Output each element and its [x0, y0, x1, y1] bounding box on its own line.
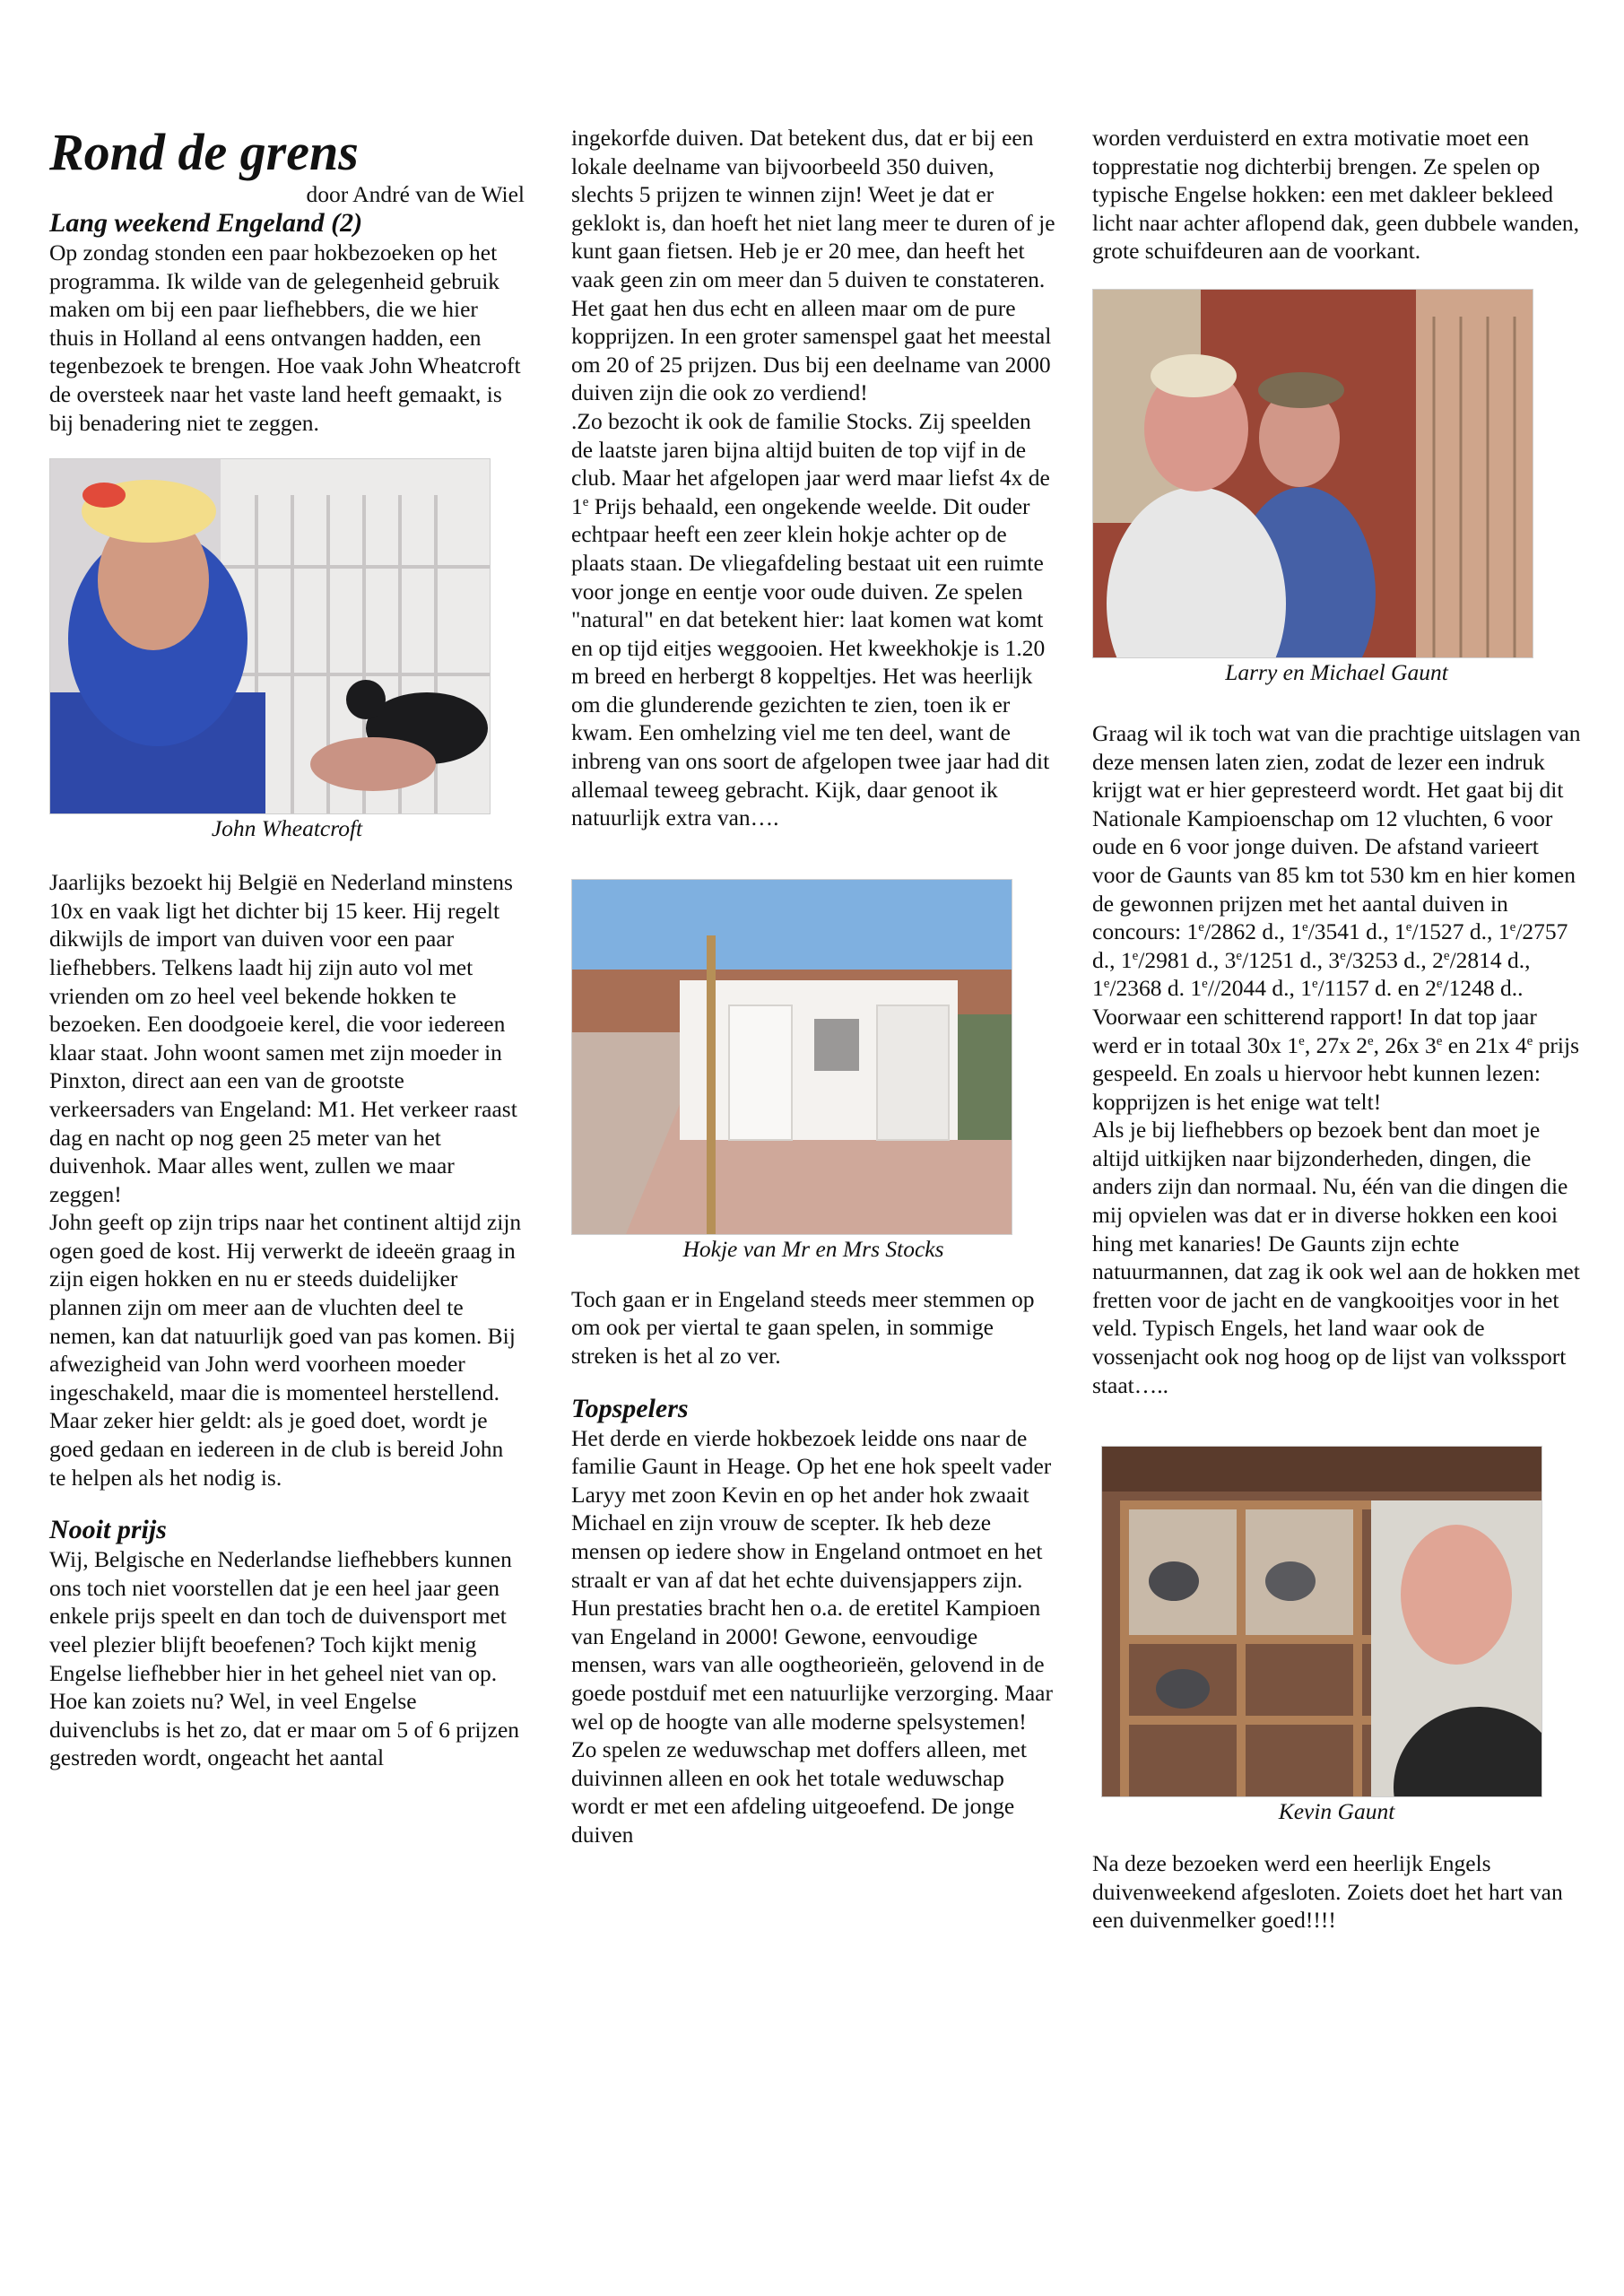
photo-john-wheatcroft — [49, 458, 491, 814]
result-10-text: //2044 d., — [1207, 975, 1301, 1002]
result-5: 1 — [1120, 946, 1133, 973]
caption-stocks-coop: Hokje van Mr en Mrs Stocks — [682, 1235, 944, 1262]
result-6-sup: e — [1236, 948, 1243, 963]
stocks-text-a: .Zo bezocht ik ook de familie Stocks. Zij speelden de laatste jaren bijna altijd buiten de top vijf in de club. Maar het afgelopen jaar werd maar liefst 4x de 1 — [571, 407, 1050, 519]
article-title: Rond de grens — [49, 123, 359, 181]
total-3-text: en 21x — [1442, 1031, 1515, 1058]
photo-stocks-coop-image — [572, 880, 1012, 1234]
result-12: 2 — [1425, 975, 1437, 1002]
result-9-text: /2368 d. — [1109, 975, 1191, 1002]
paragraph-bijzonderheden: Als je bij liefhebbers op bezoek bent dan moet je altijd uitkijken naar bijzonderheden, dingen, die anders zijn dan normaal. Nu, één van die dingen die mij opvielen was dat er in diverse hokken een kooi hing met kanaries! De Gaunts zijn echte natuurmannen, dat zag ik ook wel aan de hokken met fretten voor de jacht en de vangkooitjes voor in het veld. Typisch Engels, het land waar ook de vossenjacht ook nog hoog op de lijst van volkssport staat….. — [1092, 1117, 1580, 1398]
total-3-sup: e — [1436, 1033, 1443, 1048]
photo-larry-michael-gaunt-image — [1093, 290, 1533, 657]
result-8-text: /2814 d., — [1449, 946, 1531, 973]
result-3: 1 — [1394, 918, 1406, 945]
total-4-sup: e — [1526, 1033, 1533, 1048]
result-11: 1 — [1300, 975, 1312, 1002]
result-3-text: /1527 d., — [1411, 918, 1498, 945]
result-7: 3 — [1328, 946, 1341, 973]
result-1-sup: e — [1198, 920, 1204, 935]
result-8: 2 — [1432, 946, 1444, 973]
result-8-sup: e — [1443, 948, 1450, 963]
photo-kevin-gaunt-image — [1102, 1447, 1541, 1796]
caption-kevin-gaunt: Kevin Gaunt — [1278, 1798, 1395, 1825]
result-7-text: /3253 d., — [1345, 946, 1433, 973]
photo-kevin-gaunt — [1101, 1446, 1542, 1797]
caption-larry-michael-gaunt: Larry en Michael Gaunt — [1225, 658, 1448, 685]
result-2-sup: e — [1302, 920, 1308, 935]
photo-stocks-coop — [571, 879, 1012, 1235]
caption-john-wheatcroft: John Wheatcroft — [211, 815, 363, 842]
result-4: 1 — [1498, 918, 1510, 945]
total-3: 3 — [1424, 1031, 1437, 1058]
result-12-text: /1248 d.. Voorwaar een schitterend rapport! In dat top jaar werd er in totaal 30x — [1092, 975, 1537, 1058]
paragraph-nooit-prijs: Wij, Belgische en Nederlandse liefhebbers kunnen ons toch niet voorstellen dat je een heel jaar geen enkele prijs speelt en dan toch de duivensport met veel plezier blijft beoefenen? Toch kijkt menig Engelse liefhebber hier in het geheel niet van op. Hoe kan zoiets nu? Wel, in veel Engelse duivenclubs is het zo, dat er maar om 5 of 6 prijzen gestreden wordt, ongeacht het aantal — [49, 1546, 520, 1771]
paragraph-stocks — [571, 407, 1055, 832]
photo-john-wheatcroft-image — [50, 459, 490, 813]
paragraph-nooit-prijs-continued: ingekorfde duiven. Dat betekent dus, dat er bij een lokale deelname van bijvoorbeeld 350 duiven, slechts 5 prijzen te winnen zijn! Weet je dat er geklokt is, dan hoeft het niet lang meer te duren of je kunt gaan fietsen. Heb je er 20 mee, dan heeft het vaak geen zin om meer dan 5 duiven te constateren. Het gaat hen dus echt en alleen maar om de pure kopprijzen. In een groter samenspel gaat het meestal om 20 of 25 prijzen. Dus bij een deelname van 2000 duiven zijn die ook zo verdiend! — [571, 125, 1055, 406]
column-1 — [49, 124, 525, 1772]
paragraph-intro: Op zondag stonden een paar hokbezoeken op het programma. Ik wilde van de gelegenheid gebruik maken om bij een paar liefhebbers, die we hier thuis in Holland al eens ontvangen hadden, een tegenbezoek te brengen. Hoe vaak John Wheatcroft de oversteek naar het vaste land heeft gemaakt, is bij benadering niet te zeggen. — [49, 239, 521, 436]
result-4-text: /2757 d., — [1092, 918, 1568, 973]
result-5-sup: e — [1132, 948, 1139, 963]
total-4: 4 — [1515, 1031, 1527, 1058]
total-2-text: , 26x — [1373, 1031, 1425, 1058]
paragraph-john-trips: John geeft op zijn trips naar het continent altijd zijn ogen goed de kost. Hij verwerkt de ideeën graag in zijn eigen hokken en nu er steeds duidelijker plannen zijn om meer aan de vluchten deel te nemen, kan dat natuurlijk goed van pas komen. Bij afwezigheid van John werd voorheen moeder ingeschakeld, maar die is momenteel herstellend. Maar zeker hier geldt: als je goed doet, wordt je goed gedaan en iedereen in de club is bereid John te helpen als het nodig is. — [49, 1209, 522, 1491]
result-9-sup: e — [1103, 977, 1110, 992]
section-heading-lang-weekend: Lang weekend Engeland (2) — [49, 208, 363, 238]
paragraph-john-visits: Jaarlijks bezoekt hij België en Nederland minstens 10x en vaak ligt het dichter bij 15 keer. Hij regelt dikwijls de import van duiven voor een paar liefhebbers. Telkens laadt hij zijn auto vol met vrienden om zo heel veel bekende hokken te bezoeken. Een doodgoeie kerel, die voor iedereen klaar staat. John woont samen met zijn moeder in Pinxton, direct aan een van de grootste verkeersaders van Engeland: M1. Het verkeer raast dag en nacht op nog geen 25 meter van het duivenhok. Maar alles went, zullen we maar zeggen! — [49, 869, 517, 1207]
result-1-text: /2862 d., — [1203, 918, 1291, 945]
total-1: 1 — [1287, 1031, 1299, 1058]
paragraph-topspelers-continued: worden verduisterd en extra motivatie moet een topprestatie nog dichterbij brengen. Ze spelen op typische Engelse hokken: een met dakleer bekleed licht naar achter aflopend dak, geen dubbele wanden, grote schuifdeuren aan de voorkant. — [1092, 125, 1580, 265]
total-2: 2 — [1356, 1031, 1368, 1058]
stocks-sup: e — [582, 494, 589, 509]
result-6-text: /1251 d., — [1242, 946, 1329, 973]
paragraph-viertal: Toch gaan er in Engeland steeds meer stemmen op om ook per viertal te gaan spelen, in sommige streken is het al zo ver. — [571, 1285, 1035, 1370]
paragraph-results — [1092, 719, 1581, 1116]
total-1-text: , 27x — [1304, 1031, 1357, 1058]
result-9: 1 — [1092, 975, 1104, 1002]
column-2 — [571, 124, 1055, 1849]
result-2-text: /3541 d., — [1307, 918, 1395, 945]
result-5-text: /2981 d., — [1138, 946, 1225, 973]
result-12-sup: e — [1436, 977, 1443, 992]
total-2-sup: e — [1367, 1033, 1374, 1048]
results-intro: Graag wil ik toch wat van die prachtige uitslagen van deze mensen laten zien, zodat de lezer een indruk krijgt wat er hier gepresteerd wordt. Het gaat bij dit Nationale Kampioenschap om 12 vluchten, 6 voor oude en 6 voor jonge duiven. De afstand varieert voor de Gaunts van 85 km tot 530 km en hier komen de gewonnen prijzen met het aantal duiven in concours: — [1092, 719, 1581, 945]
section-heading-topspelers: Topspelers — [571, 1393, 689, 1423]
article-byline: door André van de Wiel — [306, 181, 525, 207]
result-4-sup: e — [1509, 920, 1516, 935]
result-10: 1 — [1190, 975, 1203, 1002]
result-10-sup: e — [1202, 977, 1208, 992]
result-7-sup: e — [1340, 948, 1346, 963]
result-1: 1 — [1186, 918, 1199, 945]
paragraph-closing: Na deze bezoeken werd een heerlijk Engels duivenweekend afgesloten. Zoiets doet het hart van een duivenmelker goed!!!! — [1092, 1850, 1563, 1934]
result-11-text: /1157 d. en — [1317, 975, 1426, 1002]
photo-larry-michael-gaunt — [1092, 289, 1533, 658]
total-1-sup: e — [1298, 1033, 1305, 1048]
section-heading-nooit-prijs: Nooit prijs — [49, 1515, 167, 1545]
total-4-text: prijs gespeeld. En zoals u hiervoor hebt kunnen lezen: kopprijzen is het enige wat telt! — [1092, 1031, 1579, 1115]
stocks-text-b: Prijs behaald, een ongekende weelde. Dit ouder echtpaar heeft een zeer klein hokje achter op de plaats staan. De vliegafdeling bestaat uit een ruimte voor jonge en eentje voor oude duiven. Ze spelen "natural" en dat betekent hier: laat komen wat komt en op tijd eitjes weggooien. Het kweekhokje is 1.20 m breed en herbergt 8 koppeltjes. Het was heerlijk om die glunderende gezichten te zien, toen ik er kwam. Een omhelzing viel me ten deel, want de inbreng van ons soort de afgelopen twee jaar had dit allemaal teweeg gebracht. Kijk, daar genoot ik natuurlijk extra van…. — [571, 492, 1050, 831]
paragraph-topspelers: Het derde en vierde hokbezoek leidde ons naar de familie Gaunt in Heage. Op het ene hok speelt vader Laryy met zoon Kevin en op het ander hok zwaait Michael en zijn vrouw de scepter. Ik heb deze mensen op iedere show in Engeland ontmoet en het straalt er van af dat het echte duivensjappers zijn. Hun prestaties bracht hen o.a. de eretitel Kampioen van Engeland in 2000! Gewone, eenvoudige mensen, wars van alle oogtheorieën, gelovend in de goede postduif met een natuurlijke verzorging. Maar wel op de hoogte van alle moderne spelsystemen! Zo spelen ze weduwschap met doffers alleen, met duivinnen alleen en ook het totale weduwschap wordt er met een afdeling uitgeoefend. De jonge duiven — [571, 1424, 1053, 1848]
result-3-sup: e — [1405, 920, 1412, 935]
result-2: 1 — [1290, 918, 1303, 945]
result-11-sup: e — [1311, 977, 1318, 992]
result-6: 3 — [1224, 946, 1237, 973]
column-3 — [1092, 124, 1581, 1935]
